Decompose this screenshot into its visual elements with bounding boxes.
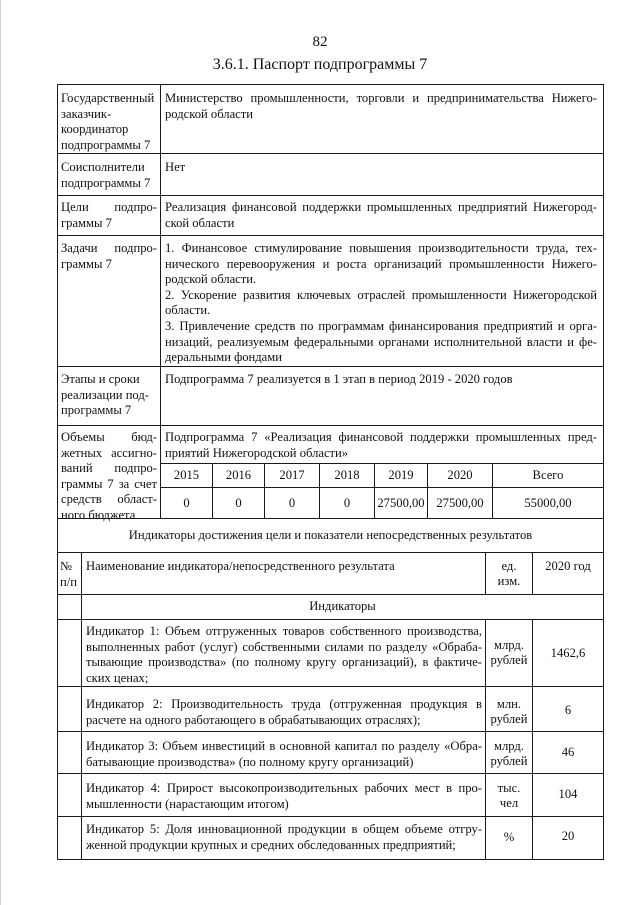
budget-year-header: 2016 [225,468,252,482]
empty-num-cell [57,594,82,620]
volumes-label: Объемы бюд- жетных ассигно- ваний подпро- граммы 7 за счет средств област- ного бюджета [61,430,157,522]
coexec-value: Нет [165,160,186,174]
indicator-5-text: Индикатор 5: Доля инновационной продукции в общем объеме отгру- женной продукции крупных и средних обследованных предприятий; [86,822,482,852]
indicator-3-unit: млрд. рублей [490,739,528,768]
indicator-5-value: 20 [561,829,575,843]
row-num-cell [57,686,82,732]
budget-year-header: 2019 [388,468,414,482]
row-num-cell [57,816,82,860]
document-title: 3.6.1. Паспорт подпрограммы 7 [212,56,428,73]
col-num-header: № п/п [60,559,77,589]
row-num-cell [57,731,82,774]
indicator-1-value: 1462,6 [550,646,586,660]
col-year-header: 2020 год [545,559,591,573]
coexec-label: Соисполнители подпрограммы 7 [61,160,151,190]
indicator-4-unit: тыс. чел [497,781,521,810]
indicator-1-text: Индикатор 1: Объем отгруженных товаров собственного производства, выполненных работ (услуг) собственными силами по разделу «Обраба- тывающие производства» (по полному кругу организаций), в фактиче- ских ценах; [86,624,482,685]
indicator-3-value: 46 [561,745,575,759]
indicator-4-value: 104 [558,787,578,801]
budget-value: 27500,00 [377,496,425,510]
indicator-5-unit: % [503,830,515,844]
budget-value: 27500,00 [436,496,484,510]
goals-label: Цели подпро- граммы 7 [61,200,157,230]
budget-total-header: Всего [532,468,564,482]
budget-total-value: 55000,00 [524,496,572,510]
indicator-2-unit: млн. рублей [490,697,528,726]
row-num-cell [57,619,82,687]
budget-value: 0 [235,496,242,510]
indicators-section-title: Индикаторы достижения цели и показатели непосредственных результатов [128,528,533,542]
volumes-value: Подпрограмма 7 «Реализация финансовой поддержки промышленных пред- приятий Нижегородской области» [165,430,597,460]
indicator-3-text: Индикатор 3: Объем инвестиций в основной капитал по разделу «Обра- батывающие производства» (по полному кругу организаций) [86,739,482,769]
page-edge [0,0,1,905]
indicator-4-text: Индикатор 4: Прирост высокопроизводительных рабочих мест в про- мышленности (нарастающим итогом) [86,781,482,811]
tasks-label: Задачи подпро- граммы 7 [61,241,157,271]
indicators-subheader: Индикаторы [309,599,376,613]
col-name-header: Наименование индикатора/непосредственного результата [86,559,395,573]
customer-label: Государственный заказчик- координатор подпрограммы 7 [61,91,155,152]
indicator-2-value: 6 [564,703,572,717]
budget-value: 0 [183,496,190,510]
budget-year-header: 2017 [279,468,305,482]
budget-year-header: 2015 [173,468,200,482]
budget-value: 0 [343,496,351,510]
col-unit-header: ед. изм. [497,559,521,588]
page-number: 82 [312,34,328,50]
tasks-value: 1. Финансовое стимулирование повышения производительности труда, тех- нического перевооружения и роста организаций промышленности Нижего- родской области. 2. Ускорение развития ключевых отраслей промышленности Нижегородской области. 3. Привлечение средств по программам финансирования предприятий и орга- низаций, реализуемым федеральными органами исполнительной власти и фе- деральными фондами [165,241,597,365]
stages-value: Подпрограмма 7 реализуется в 1 этап в период 2019 - 2020 годов [165,372,513,386]
customer-value: Министерство промышленности, торговли и предпринимательства Нижего- родской области [165,91,597,121]
indicator-1-unit: млрд. рублей [490,638,528,667]
budget-value: 0 [288,496,296,510]
budget-year-header: 2020 [447,468,473,482]
stages-label: Этапы и сроки реализации под- программы 7 [61,372,149,418]
indicator-2-text: Индикатор 2: Производительность труда (отгруженная продукция в расчете на одного работающего в обрабатывающих отраслях); [86,697,482,727]
goals-value: Реализация финансовой поддержки промышленных предприятий Нижегород- ской области [165,200,597,230]
row-num-cell [57,773,82,817]
budget-year-header: 2018 [334,468,360,482]
